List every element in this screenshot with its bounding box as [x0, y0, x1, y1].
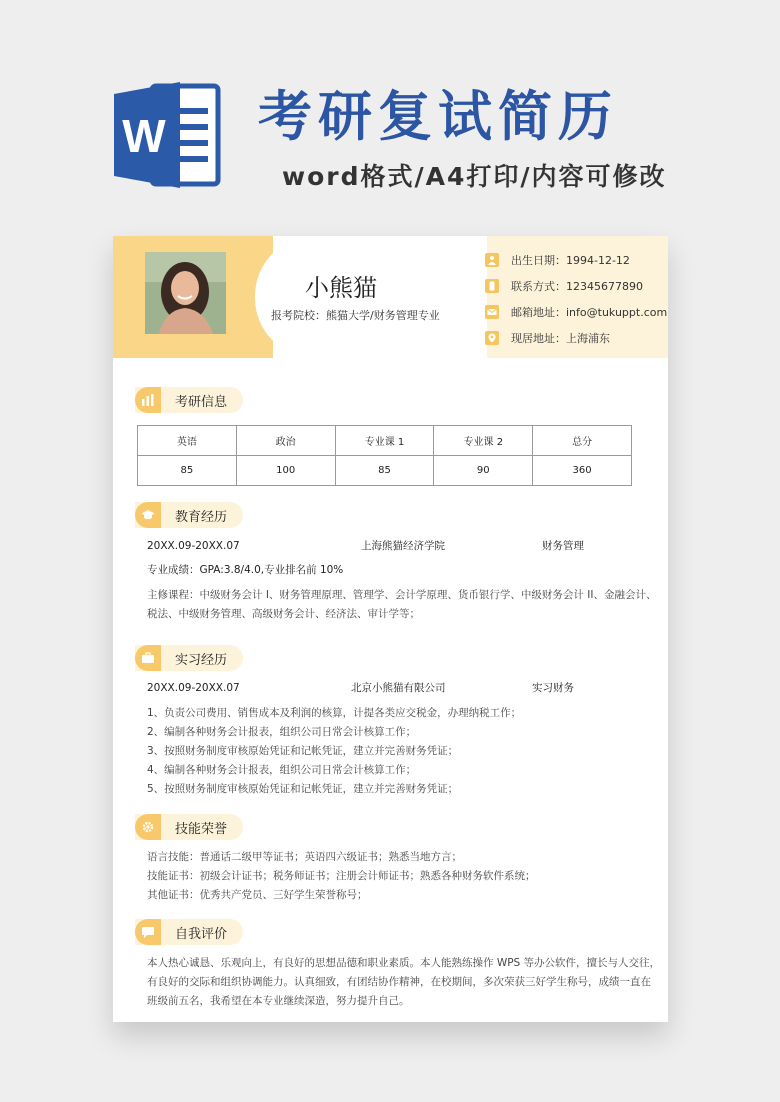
table-header-cell: 专业课 2	[434, 426, 533, 456]
banner-title: 考研复试简历	[258, 85, 618, 148]
education-courses-line-1: 主修课程：中级财务会计 I、财务管理原理、管理学、会计学原理、货币银行学、中级财务会计 II、金融会计、	[147, 589, 657, 601]
education-major: 财务管理	[542, 540, 584, 552]
education-period: 20XX.09-20XX.07	[147, 540, 240, 552]
list-item: 1、负责公司费用、销售成本及利润的核算，计提各类应交税金，办理纳税工作；	[147, 707, 522, 719]
graduation-cap-icon	[135, 502, 161, 528]
education-school: 上海熊猫经济学院	[361, 540, 445, 552]
info-address: 现居地址：上海浦东	[485, 325, 667, 351]
table-cell: 100	[236, 456, 335, 486]
banner-subtitle: word格式/A4打印/内容可修改	[282, 162, 667, 191]
table-header-cell: 总分	[533, 426, 632, 456]
target-school: 报考院校：熊猫大学/财务管理专业	[271, 309, 440, 322]
table-cell: 85	[335, 456, 434, 486]
word-logo-icon	[114, 80, 222, 190]
intern-company: 北京小熊猫有限公司	[351, 682, 446, 694]
table-cell: 360	[533, 456, 632, 486]
self-evaluation-text: 本人热心诚恳、乐观向上，有良好的思想品德和职业素质。本人能熟练操作 WPS 等办公软件，擅长与人交往， 有良好的交际和组织协调能力。认真细致，有团结协作精神，在校期间，多次荣获三好学生称号，成绩一直在 班级前五名，我希望在本专业继续深造，努力提升自己。	[147, 957, 661, 1007]
briefcase-icon	[135, 645, 161, 671]
list-item: 4、编制各种财务会计报表，组织公司日常会计核算工作；	[147, 764, 417, 776]
gear-icon	[135, 814, 161, 840]
list-item: 5、按照财务制度审核原始凭证和记帐凭证，建立并完善财务凭证；	[147, 783, 459, 795]
intern-period: 20XX.09-20XX.07	[147, 682, 240, 694]
info-email: 邮箱地址：info@tukuppt.com	[485, 299, 667, 325]
section-exam-header: 考研信息	[135, 387, 243, 413]
resume-header	[113, 236, 668, 358]
table-cell: 90	[434, 456, 533, 486]
candidate-name: 小熊猫	[305, 274, 377, 302]
info-birthdate: 出生日期：1994-12-12	[485, 247, 667, 273]
intern-duty-list	[147, 704, 647, 799]
section-skills-header: 技能荣誉	[135, 814, 243, 840]
word-logo-letter: W	[122, 110, 166, 162]
intern-role: 实习财务	[532, 682, 574, 694]
section-intern-header: 实习经历	[135, 645, 243, 671]
table-header-cell: 政治	[236, 426, 335, 456]
table-row	[138, 456, 632, 486]
list-item: 3、按照财务制度审核原始凭证和记帐凭证，建立并完善财务凭证；	[147, 745, 459, 757]
info-phone: 联系方式：12345677890	[485, 273, 667, 299]
table-header-row	[138, 426, 632, 456]
mail-icon	[485, 305, 499, 319]
list-item: 技能证书：初级会计证书；税务师证书；注册会计师证书；熟悉各种财务软件系统；	[147, 870, 536, 882]
list-item: 2、编制各种财务会计报表，组织公司日常会计核算工作；	[147, 726, 417, 738]
table-cell: 85	[138, 456, 237, 486]
list-item: 其他证书：优秀共产党员、三好学生荣誉称号；	[147, 889, 368, 901]
bar-chart-icon	[135, 387, 161, 413]
comment-icon	[135, 919, 161, 945]
contact-info-list	[485, 247, 667, 351]
education-score: 专业成绩：GPA:3.8/4.0,专业排名前 10%	[147, 564, 344, 576]
table-header-cell: 专业课 1	[335, 426, 434, 456]
table-header-cell: 英语	[138, 426, 237, 456]
location-icon	[485, 331, 499, 345]
education-courses-line-2: 税法、中级财务管理、高级财务会计、经济法、审计学等；	[147, 608, 420, 620]
phone-icon	[485, 279, 499, 293]
section-education-header: 教育经历	[135, 502, 243, 528]
profile-photo	[145, 252, 226, 334]
resume-paper	[113, 236, 668, 1022]
section-self-header: 自我评价	[135, 919, 243, 945]
score-table	[137, 425, 632, 486]
user-icon	[485, 253, 499, 267]
skills-list	[147, 848, 647, 905]
list-item: 语言技能：普通话二级甲等证书；英语四六级证书；熟悉当地方言；	[147, 851, 462, 863]
